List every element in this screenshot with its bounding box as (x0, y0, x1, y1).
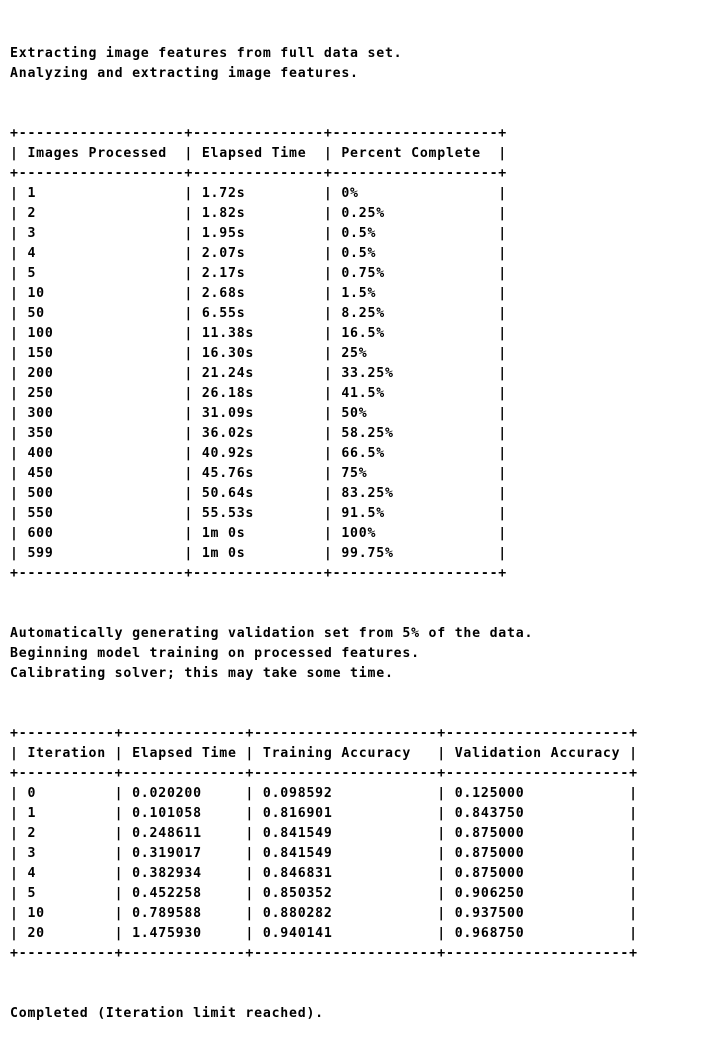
feature-table-row-9: | 200 | 21.24s | 33.25% | (10, 366, 508, 381)
pre-table-messages (10, 44, 704, 84)
message-mid-1: Beginning model training on processed features. (10, 646, 420, 661)
post-table-messages (10, 1004, 704, 1024)
feature-table-row-6: | 50 | 6.55s | 8.25% | (10, 306, 508, 321)
training-table-header-row: | Iteration | Elapsed Time | Training Accuracy | Validation Accuracy | (10, 746, 638, 761)
feature-table-row-16: | 550 | 55.53s | 91.5% | (10, 506, 508, 521)
feature-table-row-4: | 5 | 2.17s | 0.75% | (10, 266, 508, 281)
message-pre-0: Extracting image features from full data set. (10, 46, 403, 61)
training-table-row-4: | 4 | 0.382934 | 0.846831 | 0.875000 | (10, 866, 638, 881)
feature-table-header-row: | Images Processed | Elapsed Time | Percent Complete | (10, 146, 508, 161)
feature-table-row-13: | 400 | 40.92s | 66.5% | (10, 446, 508, 461)
feature-table-row-0: | 1 | 1.72s | 0% | (10, 186, 508, 201)
feature-table-row-18: | 599 | 1m 0s | 99.75% | (10, 546, 508, 561)
mid-table-messages (10, 624, 704, 684)
feature-table-bottom-rule: +-------------------+---------------+-------------------+ (10, 566, 508, 581)
feature-table-row-17: | 600 | 1m 0s | 100% | (10, 526, 508, 541)
feature-table-row-14: | 450 | 45.76s | 75% | (10, 466, 508, 481)
feature-table-header-rule: +-------------------+---------------+-------------------+ (10, 166, 508, 181)
training-table-row-5: | 5 | 0.452258 | 0.850352 | 0.906250 | (10, 886, 638, 901)
feature-table-row-11: | 300 | 31.09s | 50% | (10, 406, 508, 421)
feature-table-row-8: | 150 | 16.30s | 25% | (10, 346, 508, 361)
feature-table-row-3: | 4 | 2.07s | 0.5% | (10, 246, 508, 261)
feature-table-row-5: | 10 | 2.68s | 1.5% | (10, 286, 508, 301)
training-progress-table (10, 724, 704, 964)
feature-table-row-2: | 3 | 1.95s | 0.5% | (10, 226, 508, 241)
training-table-row-0: | 0 | 0.020200 | 0.098592 | 0.125000 | (10, 786, 638, 801)
training-table-row-6: | 10 | 0.789588 | 0.880282 | 0.937500 | (10, 906, 638, 921)
feature-table-row-12: | 350 | 36.02s | 58.25% | (10, 426, 508, 441)
feature-extraction-table (10, 124, 704, 584)
training-table-row-7: | 20 | 1.475930 | 0.940141 | 0.968750 | (10, 926, 638, 941)
feature-table-row-1: | 2 | 1.82s | 0.25% | (10, 206, 508, 221)
feature-table-row-15: | 500 | 50.64s | 83.25% | (10, 486, 508, 501)
message-mid-0: Automatically generating validation set from 5% of the data. (10, 626, 534, 641)
message-mid-2: Calibrating solver; this may take some time. (10, 666, 394, 681)
training-table-header-rule: +-----------+--------------+---------------------+---------------------+ (10, 766, 638, 781)
message-pre-1: Analyzing and extracting image features. (10, 66, 359, 81)
training-table-bottom-rule: +-----------+--------------+---------------------+---------------------+ (10, 946, 638, 961)
feature-table-row-10: | 250 | 26.18s | 41.5% | (10, 386, 508, 401)
training-table-row-2: | 2 | 0.248611 | 0.841549 | 0.875000 | (10, 826, 638, 841)
training-table-top-rule: +-----------+--------------+---------------------+---------------------+ (10, 726, 638, 741)
feature-table-row-7: | 100 | 11.38s | 16.5% | (10, 326, 508, 341)
feature-table-top-rule: +-------------------+---------------+-------------------+ (10, 126, 508, 141)
message-post-0: Completed (Iteration limit reached). (10, 1006, 324, 1021)
training-table-row-3: | 3 | 0.319017 | 0.841549 | 0.875000 | (10, 846, 638, 861)
training-table-row-1: | 1 | 0.101058 | 0.816901 | 0.843750 | (10, 806, 638, 821)
